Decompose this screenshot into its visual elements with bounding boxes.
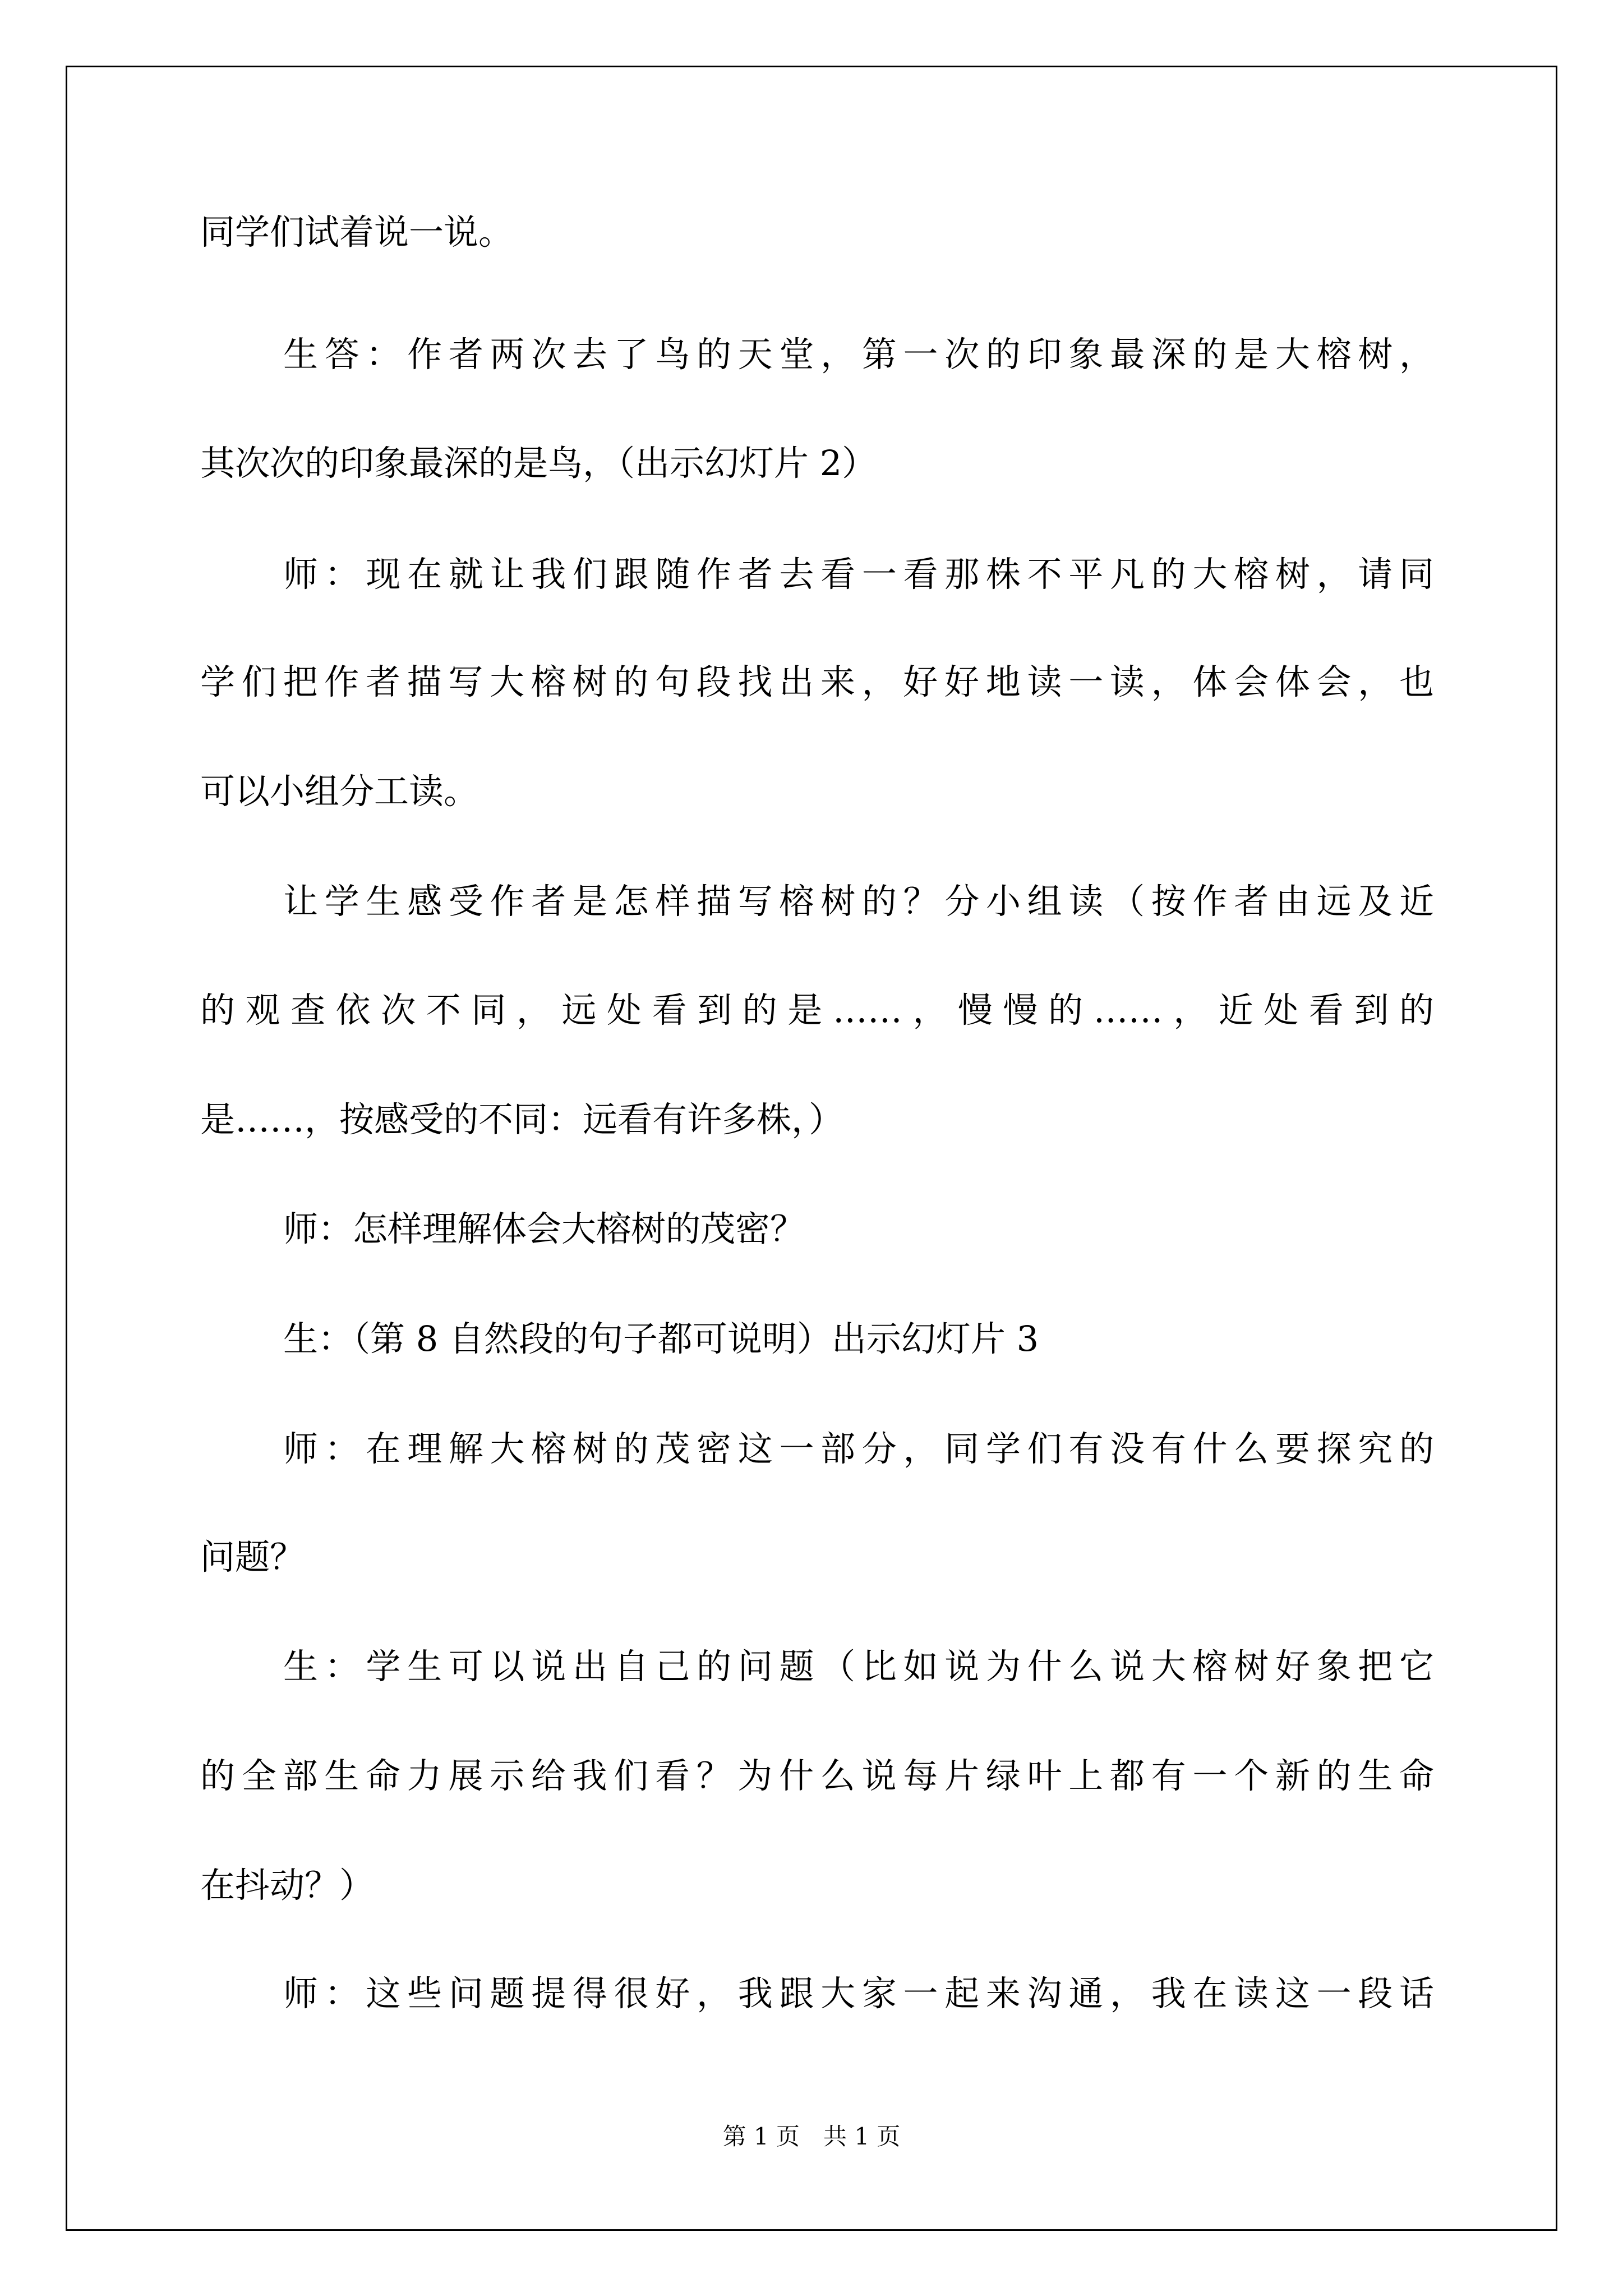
text-line-5: 学们把作者描写大榕树的句段找出来，好好地读一读，体会体会，也 (200, 661, 1434, 702)
text-line-8: 的观查依次不同，远处看到的是……，慢慢的……，近处看到的 (200, 990, 1434, 1030)
text-line-14: 生：学生可以说出自己的问题（比如说为什么说大榕树好象把它 (283, 1646, 1434, 1687)
page-border (66, 66, 1557, 2231)
text-line-1: 同学们试着说一说。 (200, 211, 514, 252)
page-footer: 第 1 页 共 1 页 (722, 2123, 901, 2150)
text-line-3: 其次次的印象最深的是鸟，（出示幻灯片 2） (200, 443, 877, 484)
text-line-10: 师：怎样理解体会大榕树的茂密？ (283, 1208, 805, 1249)
text-line-15: 的全部生命力展示给我们看？为什么说每片绿叶上都有一个新的生命 (200, 1755, 1434, 1796)
text-line-4: 师：现在就让我们跟随作者去看一看那株不平凡的大榕树，请同 (283, 554, 1434, 595)
text-line-2: 生答：作者两次去了鸟的天堂，第一次的印象最深的是大榕树， (283, 334, 1434, 375)
text-line-6: 可以小组分工读。 (200, 771, 479, 812)
text-line-13: 问题？ (200, 1536, 305, 1577)
text-line-11: 生：（第 8 自然段的句子都可说明）出示幻灯片 3 (283, 1318, 1039, 1359)
text-line-12: 师：在理解大榕树的茂密这一部分，同学们有没有什么要探究的 (283, 1428, 1434, 1469)
text-line-9: 是……，按感受的不同：远看有许多株，） (200, 1099, 844, 1140)
text-line-7: 让学生感受作者是怎样描写榕树的？分小组读（按作者由远及近 (283, 881, 1434, 922)
text-line-17: 师：这些问题提得很好，我跟大家一起来沟通，我在读这一段话 (283, 1973, 1434, 2014)
text-line-16: 在抖动？） (200, 1865, 375, 1906)
